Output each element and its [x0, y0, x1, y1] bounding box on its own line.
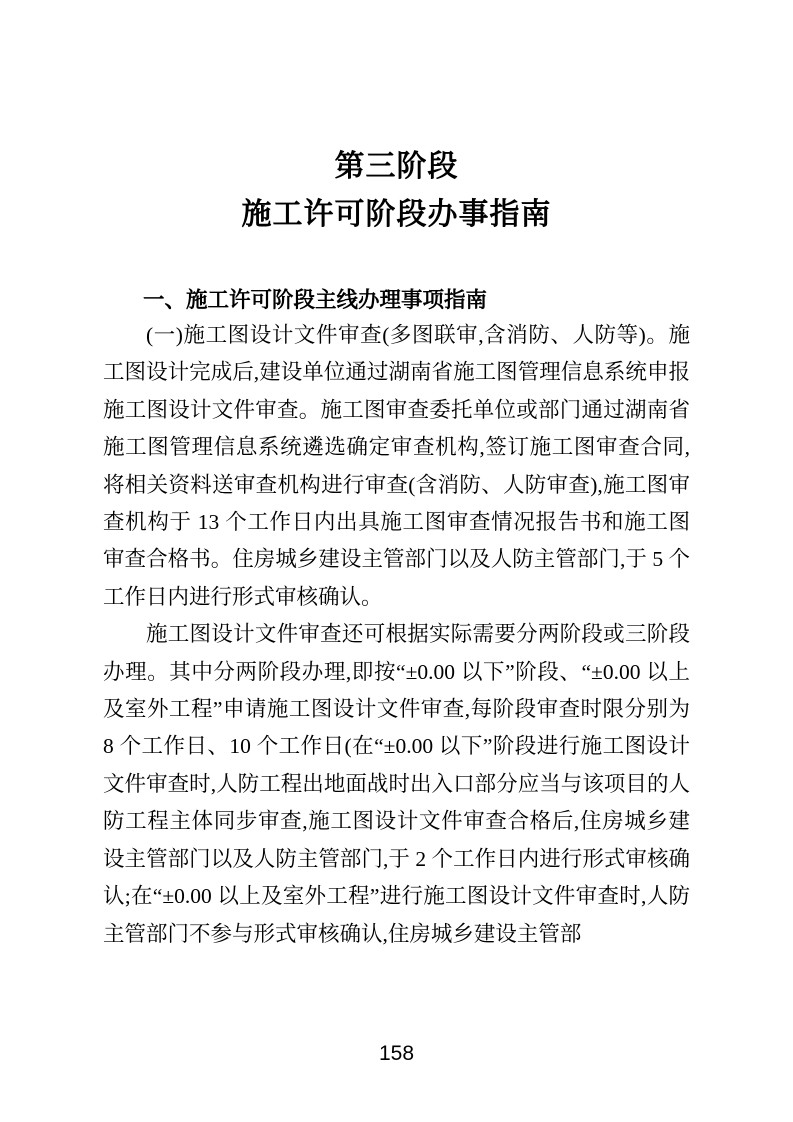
page-number: 158 — [378, 1042, 415, 1065]
document-title-line2: 施工许可阶段办事指南 — [241, 198, 552, 231]
section-heading: 一、施工许可阶段主线办理事项指南 — [143, 288, 488, 312]
document-title-line1: 第三阶段 — [334, 150, 459, 183]
body-text — [103, 317, 690, 953]
paragraph-1: (一)施工图设计文件审查(多图联审,含消防、人防等)。施工图设计完成后,建设单位通过湖南省施工图管理信息系统申报施工图设计文件审查。施工图审查委托单位或部门通过湖南省施工图管理信息系统遴选确定审查机构,签订施工图审查合同,将相关资料送审查机构进行审查(含消防、人防审查),施工图审查机构于 13 个工作日内出具施工图审查情况报告书和施工图审查合格书。住房城乡建设主管部门以及人防主管部门,于 5 个工作日内进行形式审核确认。 — [103, 323, 690, 609]
paragraph-2: 施工图设计文件审查还可根据实际需要分两阶段或三阶段办理。其中分两阶段办理,即按“±0.00 以下”阶段、“±0.00 以上及室外工程”申请施工图设计文件审查,每阶段审查时限分别为 8 个工作日、10 个工作日(在“±0.00 以下”阶段进行施工图设计文件审查时,人防工程出地面战时出入口部分应当与该项目的人防工程主体同步审查,施工图设计文件审查合格后,住房城乡建设主管部门以及人防主管部门,于 2 个工作日内进行形式审核确认;在“±0.00 以上及室外工程”进行施工图设计文件审查时,人防主管部门不参与形式审核确认,住房城乡建设主管部 — [103, 622, 690, 946]
